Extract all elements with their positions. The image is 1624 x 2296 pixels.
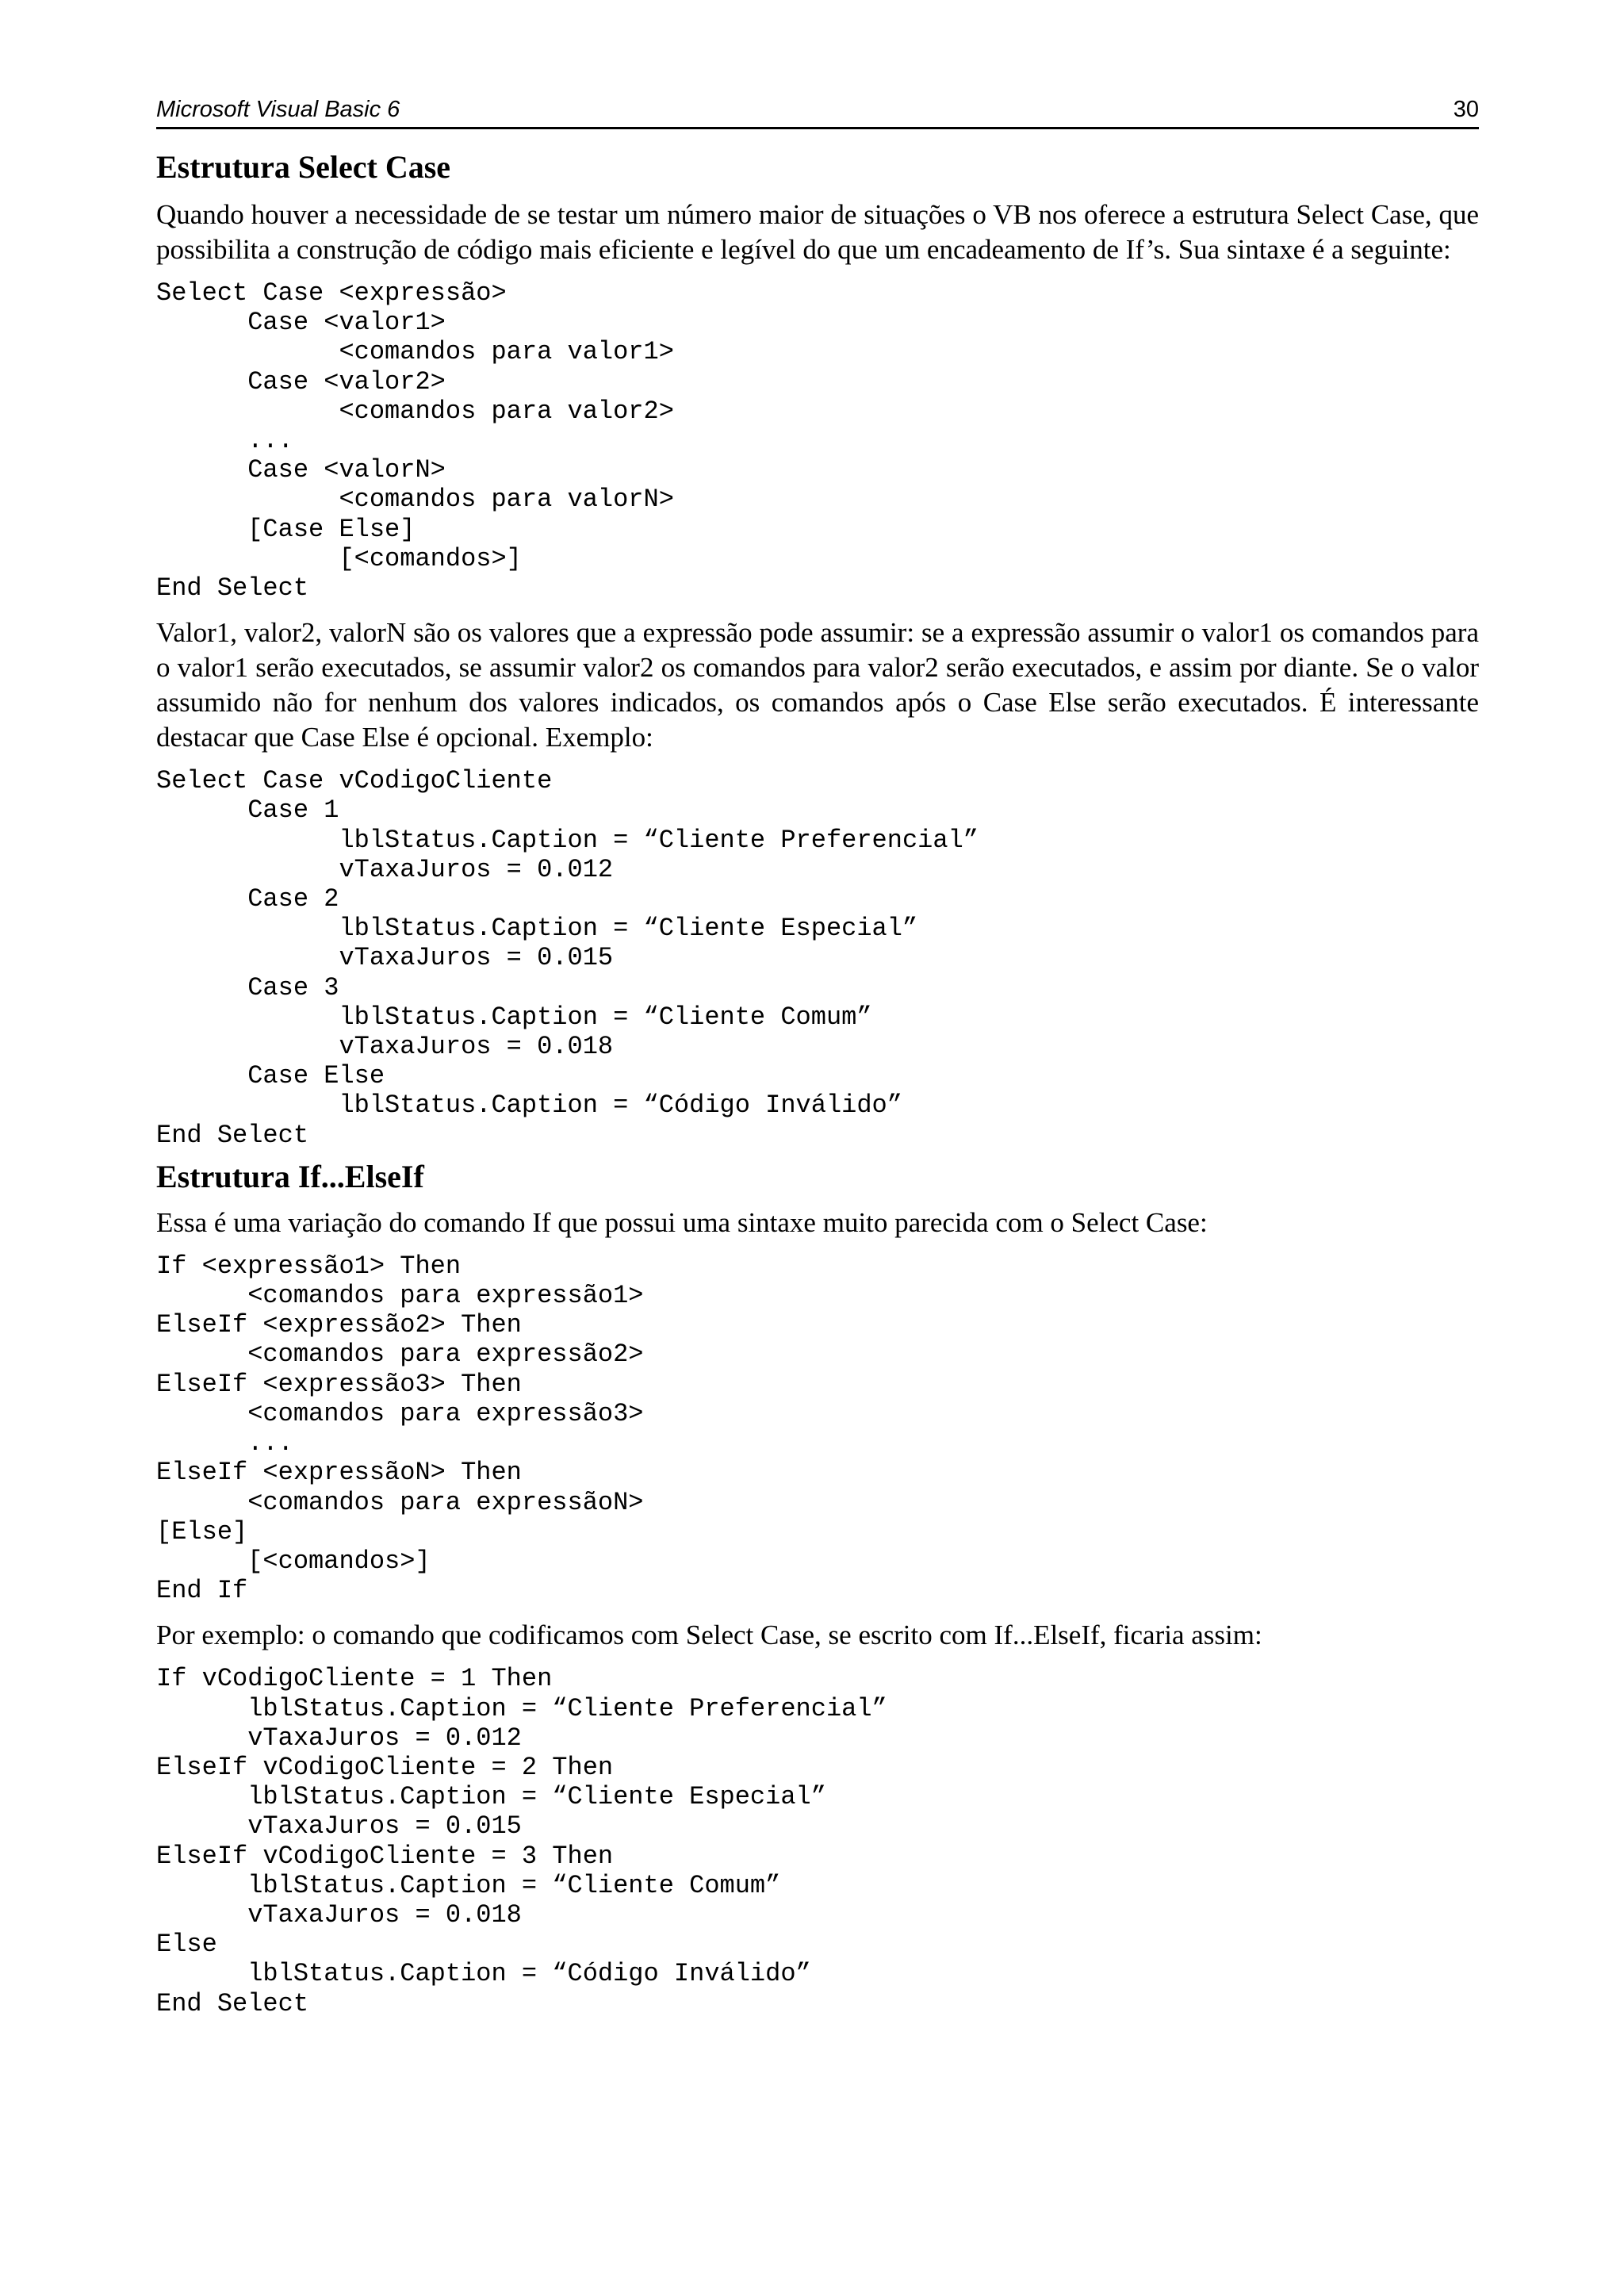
select-case-syntax-code: Select Case <expressão> Case <valor1> <comandos para valor1> Case <valor2> <comandos para valor2> ... Case <valorN> <comandos para valorN> [Case Else] [<comandos>] End Select xyxy=(156,278,674,604)
section-heading-select-case: Estrutura Select Case xyxy=(156,149,451,185)
page-number: 30 xyxy=(1453,97,1479,122)
document-page xyxy=(156,94,1479,2018)
if-elseif-example-code: If vCodigoCliente = 1 Then lblStatus.Caption = “Cliente Preferencial” vTaxaJuros = 0.012 ElseIf vCodigoCliente = 2 Then lblStatus.Caption = “Cliente Especial” vTaxaJuros = 0.015 ElseIf vCodigoCliente = 3 Then lblStatus.Caption = “Cliente Comum” vTaxaJuros = 0.018 Else lblStatus.Caption = “Código Inválido” End Select xyxy=(156,1664,887,2018)
if-elseif-intro-paragraph: Essa é uma variação do comando If que possui uma sintaxe muito parecida com o Select Case: xyxy=(156,1206,1208,1238)
if-elseif-syntax-code: If <expressão1> Then <comandos para expressão1> ElseIf <expressão2> Then <comandos para expressão2> ElseIf <expressão3> Then <comandos para expressão3> ... ElseIf <expressãoN> Then <comandos para expressãoN> [Else] [<comandos>] End If xyxy=(156,1251,644,1606)
section-heading-if-elseif: Estrutura If...ElseIf xyxy=(156,1158,424,1194)
select-case-explanation-paragraph: Valor1, valor2, valorN são os valores que a expressão pode assumir: se a expressão assumir o valor1 os comandos para o valor1 serão executados, se assumir valor2 os comandos para valor2 serão executados, e assim por diante. Se o valor assumido não for nenhum dos valores indicados, os comandos após o Case Else serão executados. É interessante destacar que Case Else é opcional. Exemplo: xyxy=(156,617,1479,753)
select-case-example-code: Select Case vCodigoCliente Case 1 lblStatus.Caption = “Cliente Preferencial” vTaxaJuros = 0.012 Case 2 lblStatus.Caption = “Cliente Especial” vTaxaJuros = 0.015 Case 3 lblStatus.Caption = “Cliente Comum” vTaxaJuros = 0.018 Case Else lblStatus.Caption = “Código Inválido” End Select xyxy=(156,766,979,1150)
if-elseif-explanation-paragraph: Por exemplo: o comando que codificamos com Select Case, se escrito com If...ElseIf, ficaria assim: xyxy=(156,1619,1262,1651)
running-header xyxy=(156,94,1479,129)
document-title: Microsoft Visual Basic 6 xyxy=(156,97,400,122)
select-case-intro-paragraph: Quando houver a necessidade de se testar um número maior de situações o VB nos oferece a estrutura Select Case, que possibilita a construção de código mais eficiente e legível do que um encadeamento de If’s. Sua sintaxe é a seguinte: xyxy=(156,199,1479,265)
